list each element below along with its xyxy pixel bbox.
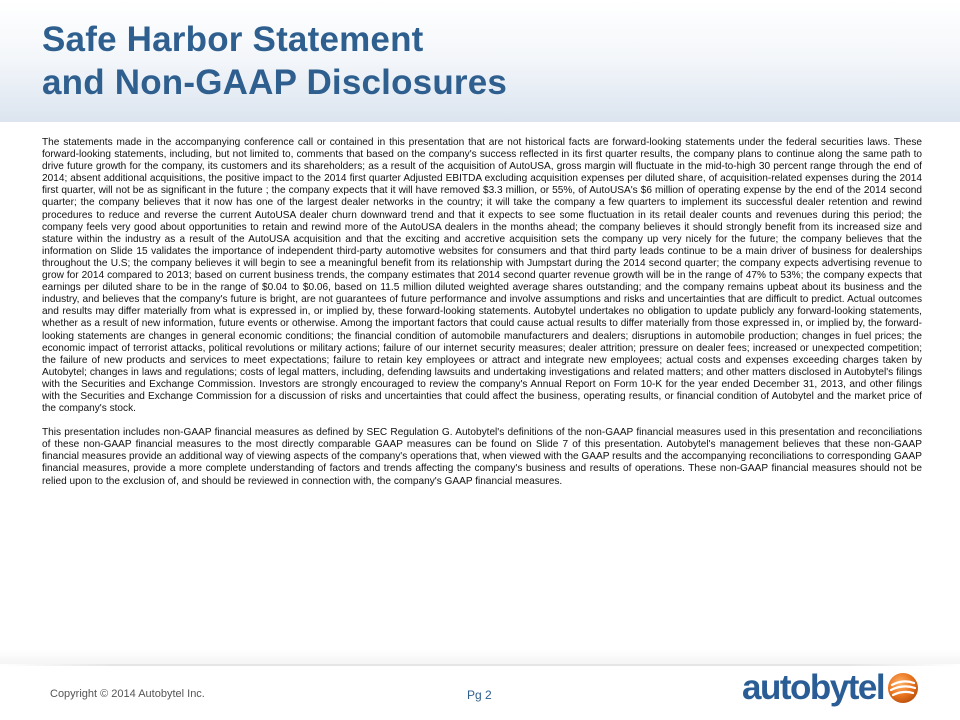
logo-wordmark: autobytel: [742, 668, 885, 707]
slide-title-line-2: and Non-GAAP Disclosures: [42, 63, 508, 102]
disclosure-body: [42, 137, 922, 488]
autobytel-logo: [742, 668, 919, 708]
non-gaap-paragraph: This presentation includes non-GAAP financial measures as defined by SEC Regulation G. Autobytel's definitions of the non-GAAP financial measures used in this presentation and reconciliations of these non-GAAP financial measures to the most directly comparable GAAP measures can be found on Slide 7 of this presentation. Autobytel's management believes that these non-GAAP financial measures provide an additional way of viewing aspects of the company's operations that, when viewed with the GAAP results and the accompanying reconciliations to corresponding GAAP financial measures, provide a more complete understanding of factors and trends affecting the company's business and results of operations. These non-GAAP financial measures should not be relied upon to the exclusion of, and should be reviewed in connection with, the company's GAAP financial measures.: [42, 427, 922, 487]
safe-harbor-paragraph: The statements made in the accompanying conference call or contained in this presentation that are not historical facts are forward-looking statements under the federal securities laws. These forward-looking statements, including, but not limited to, comments that based on the company's success reflected in its first quarter results, the company plans to continue along the same path to drive future growth for the company, its customers and its shareholders; as a result of the acquisition of AutoUSA, gross margin will fluctuate in the mid-to-high 30 percent range through the end of 2014; absent additional acquisitions, the positive impact to the 2014 first quarter Adjusted EBITDA excluding acquisition expenses per diluted share, of acquisition-related expenses during the 2014 first quarter, will not be as significant in the future ; the company expects that it will have removed $3.3 million, or 55%, of AutoUSA's $6 million of operating expense by the end of the 2014 second quarter; the company believes that it now has one of the largest dealer networks in the country; it will take the company a few quarters to implement its successful dealer retention and rewind procedures to reduce and reverse the current AutoUSA dealer churn downward trend and that it expects to see some fluctuation in its retail dealer counts and revenues during this period; the company feels very good about opportunities to retain and rewind more of the AutoUSA dealers in the months ahead; the company believes it should strongly benefit from its increased size and stature within the industry as a result of the AutoUSA acquisition and that the exciting and accretive acquisition sets the company up very nicely for the future; the company believes that the information on Slide 15 validates the importance of independent third-party automotive websites for consumers and that third party leads continue to be a main driver of business for dealerships throughout the U.S; the company believes it will begin to see a meaningful benefit from its relationship with Jumpstart during the 2014 second quarter; the company expects advertising revenue to grow for 2014 compared to 2013; based on current business trends, the company estimates that 2014 second quarter revenue growth will be in the range of 47% to 53%; the company expects that earnings per diluted share to be in the range of $0.04 to $0.06, based on 11.5 million diluted weighted average shares outstanding; and the company remains upbeat about its business and the industry, and believes that the company's future is bright, are not guarantees of future performance and involve assumptions and risks and uncertainties that are difficult to predict. Actual outcomes and results may differ materially from what is expressed in, or implied by, these forward-looking statements. Autobytel undertakes no obligation to update publicly any forward-looking statements, whether as a result of new information, future events or otherwise. Among the important factors that could cause actual results to differ materially from those expressed in, or implied by, the forward-looking statements are changes in general economic conditions; the financial condition of automobile manufacturers and dealers; disruptions in automobile production; changes in fuel prices; the economic impact of terrorist attacks, political revolutions or military actions; failure of our internet security measures; dealer attrition; pressure on dealer fees; increased or unexpected competition; the failure of new products and services to meet expectations; failure to retain key employees or attract and integrate new employees; actual costs and expenses exceeding charges taken by Autobytel; changes in laws and regulations; costs of legal matters, including, defending lawsuits and undertaking investigations and related matters; and other matters disclosed in Autobytel's filings with the Securities and Exchange Commission. Investors are strongly encouraged to review the company's Annual Report on Form 10-K for the year ended December 31, 2013, and other filings with the Securities and Exchange Commission for a discussion of risks and uncertainties that could affect the business, operating results, or financial condition of Autobytel and the market price of the company's stock.: [42, 137, 922, 415]
page-number: Pg 2: [467, 688, 492, 702]
slide-title-line-1: Safe Harbor Statement: [42, 20, 424, 59]
orange-globe-icon: [887, 672, 919, 704]
slide-title: [42, 18, 507, 104]
footer-divider: [0, 664, 960, 666]
copyright-notice: Copyright © 2014 Autobytel Inc.: [50, 688, 205, 700]
footer-shadow: [0, 650, 960, 664]
